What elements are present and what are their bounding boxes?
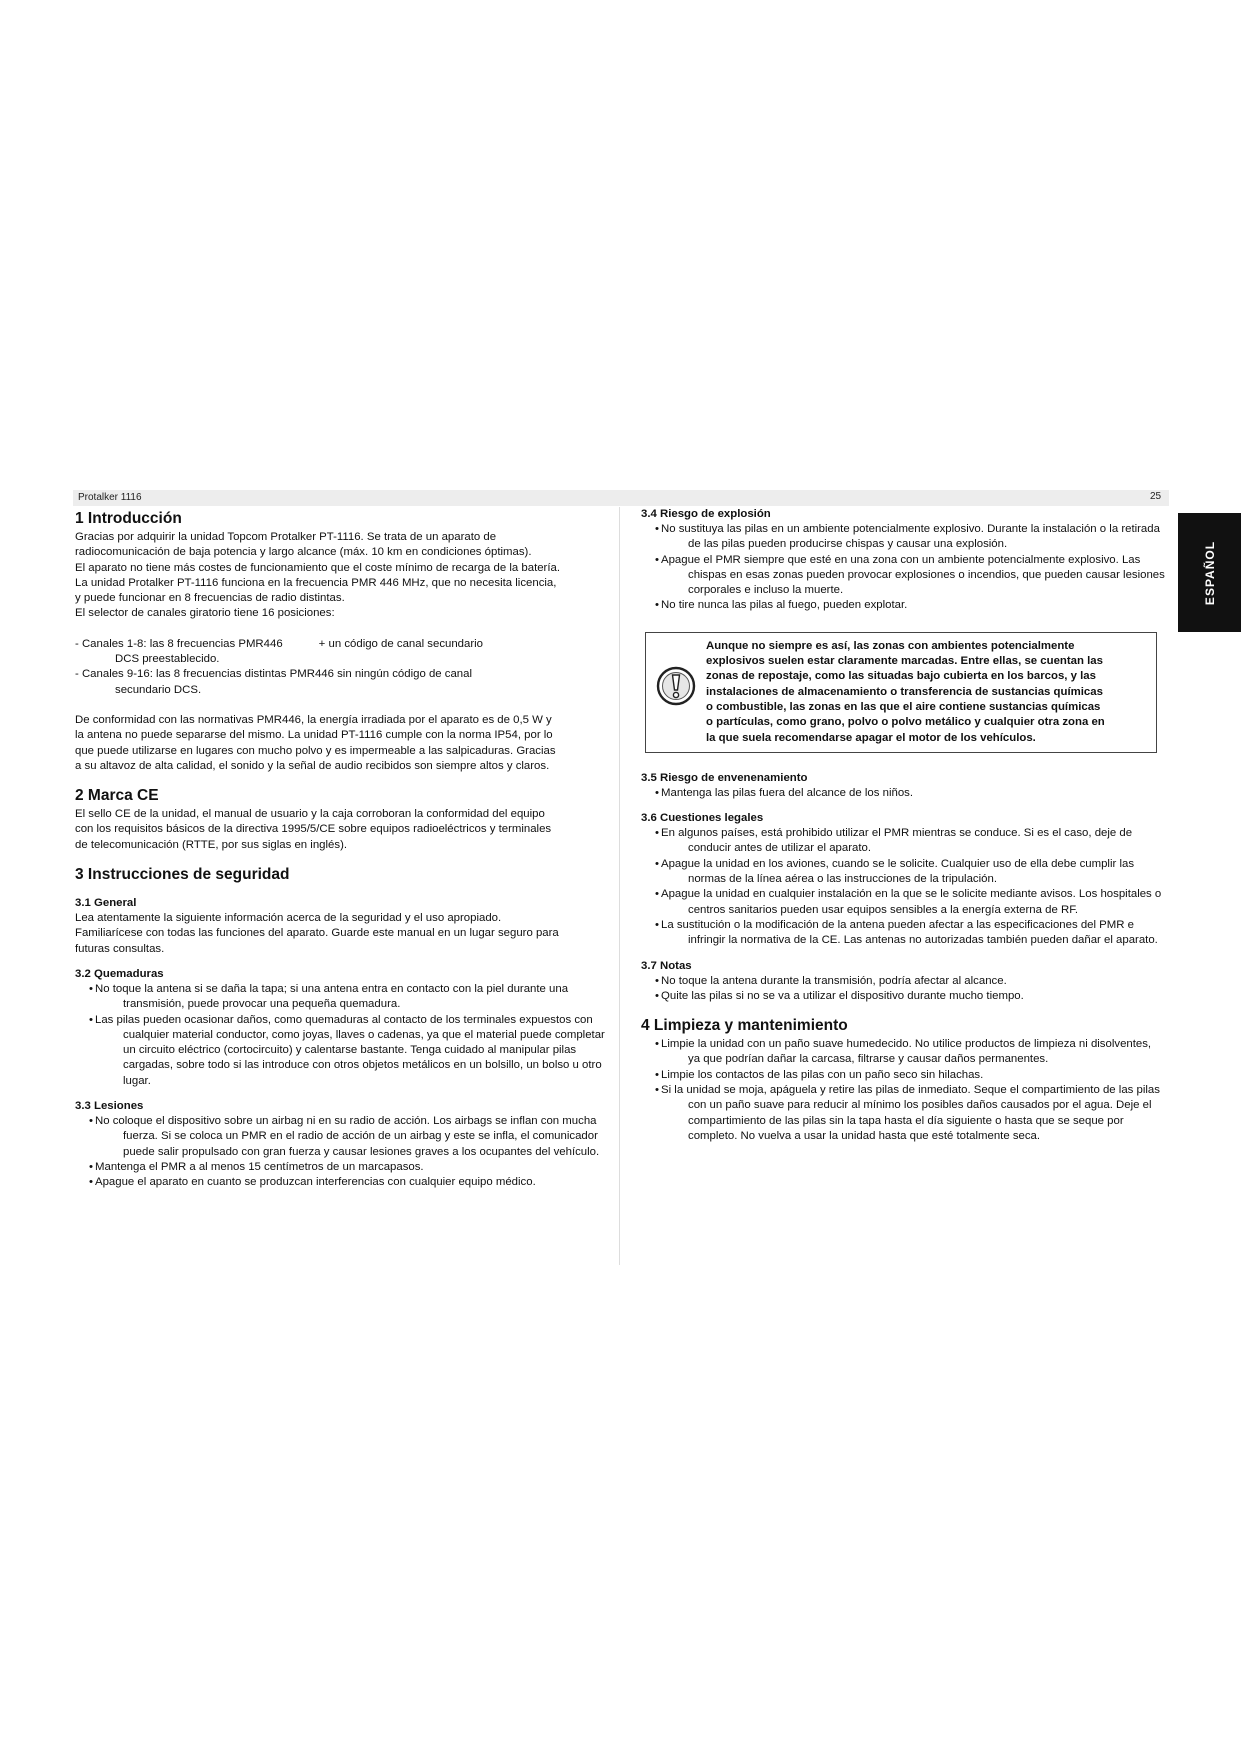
channel-item-continued: secundario DCS. [115,683,202,696]
conformity-line: la antena no puede separarse del mismo. La unidad PT-1116 cumple con la norma IP54, por lo [75,729,553,742]
intro-line: El aparato no tiene más costes de funcionamiento que el coste mínimo de recarga de la batería. [75,561,561,574]
subsection-title-envenenamiento: 3.5 Riesgo de envenenamiento [641,771,808,784]
intro-line: radiocomunicación de baja potencia y largo alcance (máx. 10 km en condiciones óptimas). [75,546,532,559]
section-title-marca-ce: 2 Marca CE [75,787,159,805]
subsection-title-general: 3.1 General [75,897,137,910]
notes-list [641,974,1166,1005]
left-column [75,507,605,1191]
channel-item-continued: DCS preestablecido. [115,653,220,666]
list-item: • Apague el PMR siempre que esté en una zona con un ambiente potencialmente explosivo. Las chispas en esas zonas pueden provocar explosiones o incendios, que pueden causar lesiones corporales e incluso la muerte. [641,553,1166,599]
list-item: • En algunos países, está prohibido utilizar el PMR mientras se conduce. Si es el caso, deje de conducir antes de utilizar el aparato. [641,826,1166,857]
cleaning-list [641,1037,1166,1144]
explosion-list [641,522,1166,614]
warning-line: explosivos suelen estar claramente marcadas. Entre ellas, se cuentan las [706,655,1103,668]
warning-box [645,632,1157,753]
right-column [641,507,1166,1144]
injuries-list [75,1114,605,1190]
ce-line: de telecomunicación (RTTE, por sus siglas en inglés). [75,838,348,851]
list-item: • Si la unidad se moja, apáguela y retire las pilas de inmediato. Seque el compartimiento de las pilas con un paño suave para reducir al mínimo los posibles daños causados por el agua. Deje el compartimiento de las pilas sin la tapa hasta el día siguiente o hasta que se seque por completo. No vuelva a usar la unidad hasta que esté totalmente seca. [641,1083,1166,1144]
warning-exclamation-icon [656,666,696,706]
list-item: • Limpie los contactos de las pilas con un paño seco sin hilachas. [641,1068,1166,1083]
warning-line: Aunque no siempre es así, las zonas con ambientes potencialmente [706,639,1075,652]
subsection-title-explosion: 3.4 Riesgo de explosión [641,508,771,520]
document-title: Protalker 1116 [78,492,142,503]
list-item: • Apague el aparato en cuanto se produzcan interferencias con cualquier equipo médico. [75,1175,605,1190]
list-item: • No tire nunca las pilas al fuego, pueden explotar. [641,598,1166,613]
section-title-seguridad: 3 Instrucciones de seguridad [75,866,290,884]
conformity-line: De conformidad con las normativas PMR446, la energía irradiada por el aparato es de 0,5 W y [75,713,552,726]
ce-line: con los requisitos básicos de la directiva 1995/5/CE sobre equipos radioeléctricos y terminales [75,823,552,836]
conformity-line: a su altavoz de alta calidad, el sonido y la señal de audio recibidos son siempre altos y claros. [75,759,550,772]
column-divider [619,507,620,1265]
list-item: • No sustituya las pilas en un ambiente potencialmente explosivo. Durante la instalación o la retirada de las pilas pueden producirse chispas y causar una explosión. [641,522,1166,553]
section-title-limpieza: 4 Limpieza y mantenimiento [641,1017,848,1035]
list-item: • Limpie la unidad con un paño suave humedecido. No utilice productos de limpieza ni disolventes, ya que podrían dañar la carcasa, filtrarse y causar daños permanentes. [641,1037,1166,1068]
section-title-introduccion: 1 Introducción [75,510,182,527]
intro-line: El selector de canales giratorio tiene 16 posiciones: [75,607,335,620]
language-tab [1178,513,1241,632]
list-item: • Las pilas pueden ocasionar daños, como quemaduras al contacto de los terminales expuestos con cualquier material conductor, como joyas, llaves o cadenas, ya que el material puede completar un circuito eléctrico (cortocircuito) y calentarse bastante. Tenga cuidado al manipular pilas cargadas, sobre todo si las introduce con otros objetos metálicos en un bolsillo, un bolso u otro lugar. [75,1013,605,1089]
subsection-title-notas: 3.7 Notas [641,959,692,972]
channel-item: - Canales 9-16: las 8 frecuencias distintas PMR446 sin ningún código de canal [75,668,473,681]
poison-list [641,786,1166,801]
warning-line: instalaciones de almacenamiento o transferencia de sustancias químicas [706,685,1103,698]
burns-list [75,982,605,1089]
list-item: • No coloque el dispositivo sobre un airbag ni en su radio de acción. Los airbags se inflan con mucha fuerza. Si se coloca un PMR en el radio de acción de un airbag y este se infla, el comunicador puede salir propulsado con gran fuerza y causar lesiones graves a los ocupantes del vehículo. [75,1114,605,1160]
ce-line: El sello CE de la unidad, el manual de usuario y la caja corroboran la conformidad del equipo [75,808,545,821]
channel-item: - Canales 1-8: las 8 frecuencias PMR446 + un código de canal secundario [75,637,484,650]
subsection-title-lesiones: 3.3 Lesiones [75,1100,144,1113]
page-number: 25 [1150,491,1162,502]
subsection-title-legales: 3.6 Cuestiones legales [641,812,764,825]
conformity-line: que puede utilizarse en lugares con mucho polvo y es impermeable a las salpicaduras. Gracias [75,744,556,757]
list-item: • Apague la unidad en los aviones, cuando se le solicite. Cualquier uso de ella debe cumplir las normas de la línea aérea o las instrucciones de la tripulación. [641,857,1166,888]
warning-line: o partículas, como grano, polvo o polvo metálico y cualquier otra zona en [706,716,1105,729]
list-item: • Mantenga el PMR a al menos 15 centímetros de un marcapasos. [75,1160,605,1175]
legal-list [641,826,1166,948]
warning-line: o combustible, las zonas en las que el aire contiene sustancias químicas [706,700,1101,713]
intro-line: La unidad Protalker PT-1116 funciona en la frecuencia PMR 446 MHz, que no necesita licencia, [75,576,557,589]
list-item: • Apague la unidad en cualquier instalación en la que se le solicite mediante avisos. Los hospitales o centros sanitarios pueden usar equipos sensibles a la energía externa de RF. [641,887,1166,918]
general-line: futuras consultas. [75,942,165,955]
list-item: • Quite las pilas si no se va a utilizar el dispositivo durante mucho tiempo. [641,989,1166,1004]
warning-line: zonas de repostaje, como las situadas bajo cubierta en los barcos, y las [706,670,1096,683]
intro-line: Gracias por adquirir la unidad Topcom Protalker PT-1116. Se trata de un aparato de [75,531,497,543]
general-line: Familiarícese con todas las funciones del aparato. Guarde este manual en un lugar seguro para [75,927,559,940]
subsection-title-quemaduras: 3.2 Quemaduras [75,967,164,980]
list-item: • La sustitución o la modificación de la antena pueden afectar a las especificaciones del PMR e infringir la normativa de la CE. Las antenas no autorizadas también pueden dañar el aparato. [641,918,1166,949]
page-header-bar [73,490,1169,506]
intro-line: y puede funcionar en 8 frecuencias de radio distintas. [75,592,345,605]
list-item: • Mantenga las pilas fuera del alcance de los niños. [641,786,1166,801]
general-line: Lea atentamente la siguiente información acerca de la seguridad y el uso apropiado. [75,912,502,925]
list-item: • No toque la antena si se daña la tapa; si una antena entra en contacto con la piel durante una transmisión, puede provocar una pequeña quemadura. [75,982,605,1013]
language-tab-label: ESPAÑOL [1202,540,1217,605]
warning-line: la que suela recomendarse apagar el motor de los vehículos. [706,731,1036,744]
list-item: • No toque la antena durante la transmisión, podría afectar al alcance. [641,974,1166,989]
